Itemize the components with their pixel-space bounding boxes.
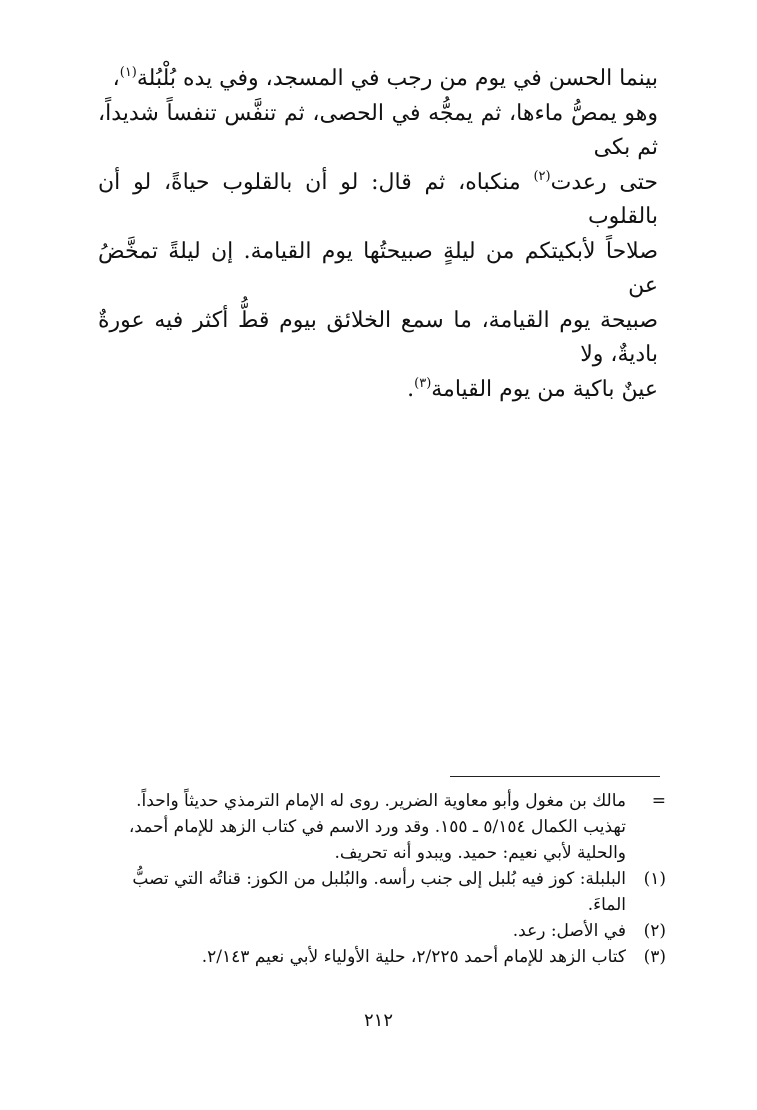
footnotes [96, 788, 666, 970]
footnote-text: كتاب الزهد للإمام أحمد ٢/٢٢٥، حلية الأولياء لأبي نعيم ٢/١٤٣. [201, 947, 626, 967]
footnote-marker: (٢) [643, 921, 666, 941]
footnote-ref-1[interactable]: (١) [119, 65, 137, 80]
footnote-1 [96, 866, 666, 918]
footnote-3 [96, 944, 666, 970]
paragraph-line: صبيحة يوم القيامة، ما سمع الخلائق بيوم قطُّ أكثر فيه عورةٌ باديةٌ، ولا [98, 307, 658, 367]
footnote-text: مالك بن مغول وأبو معاوية الضرير. روى له الإمام الترمذي حديثاً واحداً. تهذيب الكمال ٥/١٥٤ ـ ١٥٥. وقد ورد الاسم في كتاب الزهد للإمام أحمد، والحلية لأبي نعيم: حميد. ويبدو أنه تحريف. [128, 791, 626, 863]
footnote-text: البلبلة: كوز فيه بُلبل إلى جنب رأسه. والبُلبل من الكوز: قناتُه التي تصبُّ الماءَ. [132, 869, 626, 915]
footnote-ref-3[interactable]: (٣) [414, 375, 432, 391]
footnote-continuation [96, 788, 666, 866]
footnote-2 [96, 918, 666, 944]
paragraph-line: وهو يمصُّ ماءها، ثم يمجُّه في الحصى، ثم تنفَّس تنفساً شديداً، ثم بكى [98, 100, 658, 160]
footnote-text: في الأصل: رعد. [512, 921, 626, 941]
paragraph-line: عينٌ باكية من يوم القيامة$^{(٣)}$. [407, 375, 658, 402]
paragraph-line: بينما الحسن في يوم من رجب في المسجد، وفي يده بُلْبُلة$^{(١)}$، [112, 65, 658, 91]
footnote-separator [450, 776, 660, 777]
paragraph-line: حتى رعدت$^{(٢)}$ منكباه، ثم قال: لو أن بالقلوب حياةً، لو أن بالقلوب [98, 168, 659, 229]
footnote-marker: (١) [643, 869, 666, 889]
footnote-ref-2[interactable]: (٢) [533, 168, 551, 184]
main-paragraph [98, 62, 658, 407]
footnote-marker: (٣) [643, 947, 666, 967]
footnote-marker: = [651, 791, 666, 811]
page-number: ٢١٢ [363, 1010, 393, 1031]
paragraph-line: صلاحاً لأبكيتكم من ليلةٍ صبيحتُها يوم القيامة. إن ليلةً تمخَّضُ عن [98, 238, 658, 298]
